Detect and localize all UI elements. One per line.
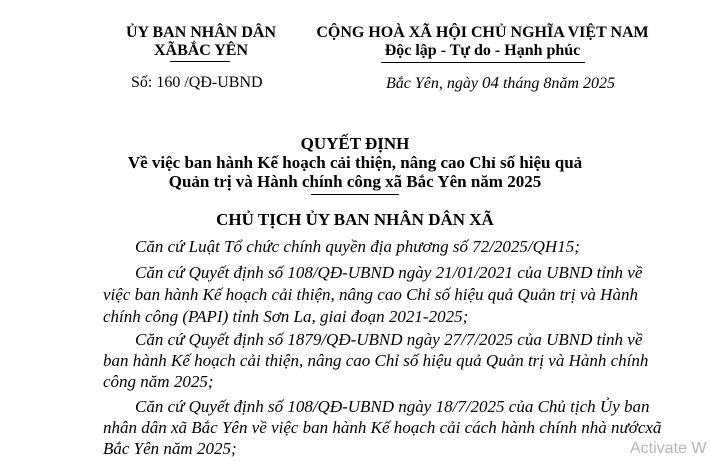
header-left-underline [170, 61, 230, 62]
legal-basis-line-10: Bắc Yên năm 2025; [103, 439, 237, 458]
date-suffix: tháng 8năm 2025 [498, 75, 615, 92]
legal-basis-line-3: việc ban hành Kế hoạch cải thiện, nâng cao Chỉ số hiệu quả Quản trị và Hành [103, 285, 638, 304]
title-underline [311, 194, 399, 195]
national-motto: Độc lập - Tự do - Hạnh phúc [384, 42, 581, 59]
legal-basis-line-6: ban hành Kế hoạch cải thiện, nâng cao Chỉ số hiệu quả Quản trị và Hành chính [103, 351, 649, 370]
decision-subject-line1: Về việc ban hành Kế hoạch cải thiện, nâng cao Chỉ số hiệu quả [127, 153, 583, 172]
activate-windows-watermark: Activate W [630, 440, 707, 457]
legal-basis-line-7: công năm 2025; [103, 372, 214, 391]
legal-basis-line-5: Căn cứ Quyết định số 1879/QĐ-UBND ngày 27/7/2025 của UBND tỉnh về [135, 330, 643, 349]
header-right-underline [381, 62, 585, 63]
legal-basis-line-1: Căn cứ Luật Tổ chức chính quyền địa phương số 72/2025/QH15; [135, 237, 580, 256]
decision-subject-line2: Quản trị và Hành chính công xã Bắc Yên năm 2025 [168, 172, 542, 191]
agency-name: ỦY BAN NHÂN DÂN [125, 24, 277, 41]
issue-date [386, 73, 615, 93]
commune-name: XÃBẮC YÊN [153, 42, 249, 59]
document-number: Số: 160 /QĐ-UBND [131, 74, 263, 91]
legal-basis-line-2: Căn cứ Quyết định số 108/QĐ-UBND ngày 21/01/2021 của UBND tỉnh về [135, 263, 643, 282]
issuing-authority: CHỦ TỊCH ỦY BAN NHÂN DÂN XÃ [216, 210, 494, 229]
national-title: CỘNG HOÀ XÃ HỘI CHỦ NGHĨA VIỆT NAM [316, 24, 649, 41]
legal-basis-line-9: nhân dân xã Bắc Yên về việc ban hành Kế hoạch cải cách hành chính nhà nướcxã [103, 418, 662, 437]
date-prefix: Bắc Yên, ngày [386, 75, 482, 92]
legal-basis-line-8: Căn cứ Quyết định số 108/QĐ-UBND ngày 18/7/2025 của Chủ tịch Ủy ban [135, 397, 650, 416]
decision-title: QUYẾT ĐỊNH [300, 134, 410, 153]
date-day: 04 [481, 73, 499, 92]
legal-basis-line-4: chính công (PAPI) tỉnh Sơn La, giai đoạn 2021-2025; [103, 307, 469, 326]
